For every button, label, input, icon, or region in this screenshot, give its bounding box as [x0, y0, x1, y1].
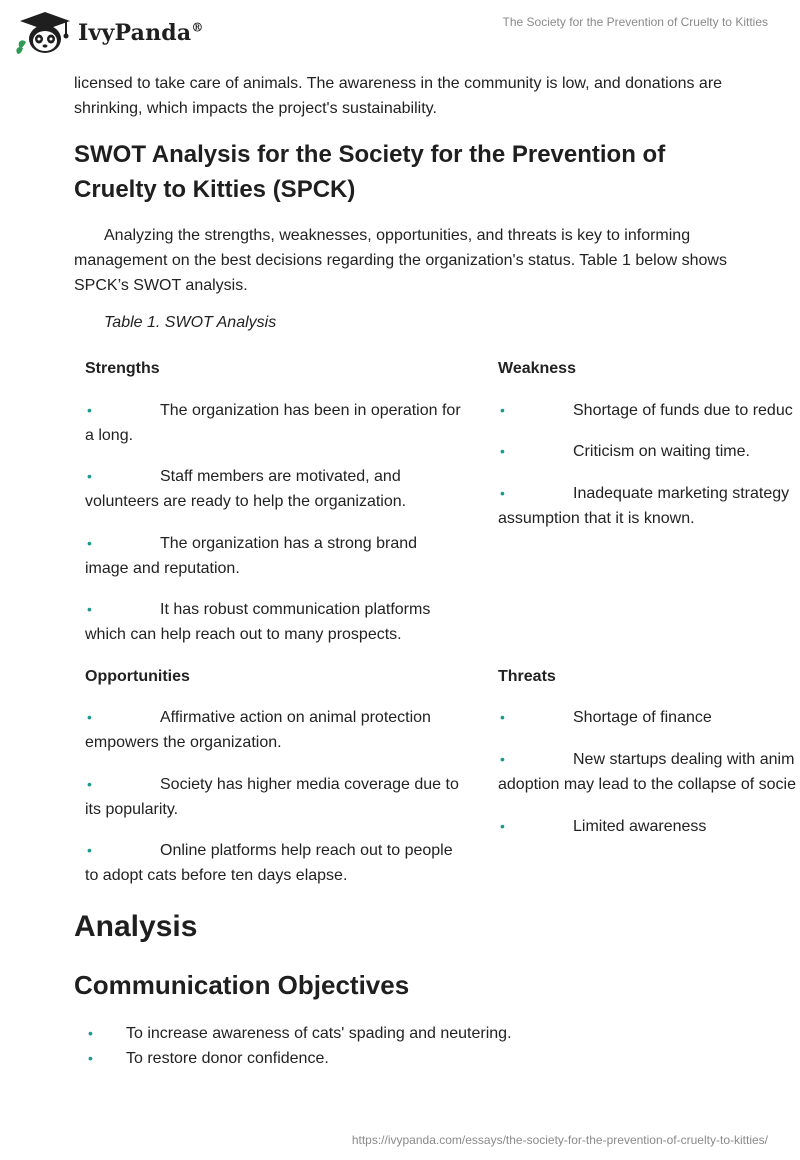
opportunity-item-line2: empowers the organization. — [85, 734, 282, 751]
site-header — [0, 0, 800, 66]
weakness-item — [498, 398, 800, 423]
opportunity-item — [85, 705, 480, 755]
bullet-icon: • — [87, 468, 92, 484]
analysis-heading: Analysis — [74, 910, 198, 943]
document-title: The Society for the Prevention of Cruelty to Kitties — [502, 15, 768, 29]
source-url-link[interactable]: https://ivypanda.com/essays/the-society-for-the-prevention-of-cruelty-to-kitties/ — [351, 1133, 768, 1147]
threat-item-line2: adoption may lead to the collapse of socie — [498, 776, 796, 793]
threat-item-line1: Shortage of finance — [573, 709, 712, 726]
bullet-icon: • — [87, 776, 92, 792]
brand-name[interactable] — [78, 20, 204, 46]
threat-item — [498, 814, 800, 839]
communication-objectives-heading: Communication Objectives — [74, 970, 410, 1000]
swot-paragraph: Analyzing the strengths, weaknesses, opportunities, and threats is key to informing management on the best decisions regarding the organization's status. Table 1 below shows SPCK’s SWOT analysis. — [74, 227, 727, 294]
threat-item — [498, 747, 800, 797]
strength-item-line1: The organization has a strong brand — [160, 535, 418, 552]
brand-text: IvyPanda — [78, 20, 192, 46]
weakness-heading: Weakness — [498, 360, 576, 377]
bullet-icon: • — [500, 818, 505, 834]
weakness-item-line1: Criticism on waiting time. — [573, 443, 750, 460]
weakness-item-line2: assumption that it is known. — [498, 510, 695, 527]
bullet-icon: • — [88, 1025, 93, 1041]
bullet-icon: • — [87, 601, 92, 617]
strength-item — [85, 464, 480, 514]
opportunity-item-line1: Online platforms help reach out to people — [160, 842, 453, 859]
threat-item-line1: Limited awareness — [573, 818, 707, 835]
strength-item — [85, 398, 480, 448]
strength-item-line1: It has robust communication platforms — [160, 601, 431, 618]
intro-paragraph: licensed to take care of animals. The awareness in the community is low, and donations are shrinking, which impacts the project's sustainability. — [74, 75, 723, 117]
opportunity-item-line1: Affirmative action on animal protection — [160, 709, 431, 726]
strength-item-line2: which can help reach out to many prospects. — [85, 626, 402, 643]
strength-item-line1: The organization has been in operation for — [160, 402, 461, 419]
weakness-item — [498, 481, 800, 531]
objective-text: To increase awareness of cats' spading and neutering. — [126, 1025, 512, 1042]
strength-item-line2: a long. — [85, 427, 134, 444]
bullet-icon: • — [500, 485, 505, 501]
opportunity-item-line1: Society has higher media coverage due to — [160, 776, 459, 793]
strength-item-line2: volunteers are ready to help the organization. — [85, 493, 407, 510]
bullet-icon: • — [87, 842, 92, 858]
strength-item — [85, 597, 480, 647]
threats-heading: Threats — [498, 668, 556, 685]
objective-text: To restore donor confidence. — [126, 1050, 329, 1067]
strengths-heading: Strengths — [85, 360, 160, 377]
opportunities-heading: Opportunities — [85, 668, 190, 685]
bullet-icon: • — [87, 535, 92, 551]
bullet-icon: • — [500, 751, 505, 767]
strength-item — [85, 531, 480, 581]
swot-heading: SWOT Analysis for the Society for the Prevention of Cruelty to Kitties (SPCK) — [74, 141, 666, 203]
strength-item-line2: image and reputation. — [85, 560, 240, 577]
opportunity-item — [85, 772, 480, 822]
opportunity-item-line2: to adopt cats before ten days elapse. — [85, 867, 348, 884]
bullet-icon: • — [500, 402, 505, 418]
ivypanda-logo-icon[interactable] — [14, 10, 76, 56]
threat-item — [498, 705, 800, 730]
bullet-icon: • — [87, 402, 92, 418]
registered-mark: ® — [191, 20, 204, 35]
bullet-icon: • — [88, 1050, 93, 1066]
opportunity-item-line2: its popularity. — [85, 801, 179, 818]
bullet-icon: • — [87, 709, 92, 725]
threat-item-line1: New startups dealing with anim — [573, 751, 795, 768]
weakness-item — [498, 439, 800, 464]
weakness-item-line1: Shortage of funds due to reduc — [573, 402, 793, 419]
weakness-item-line1: Inadequate marketing strategy — [573, 485, 790, 502]
opportunity-item — [85, 838, 480, 888]
bullet-icon: • — [500, 443, 505, 459]
strength-item-line1: Staff members are motivated, and — [160, 468, 401, 485]
table-caption: Table 1. SWOT Analysis — [104, 314, 277, 331]
bullet-icon: • — [500, 709, 505, 725]
